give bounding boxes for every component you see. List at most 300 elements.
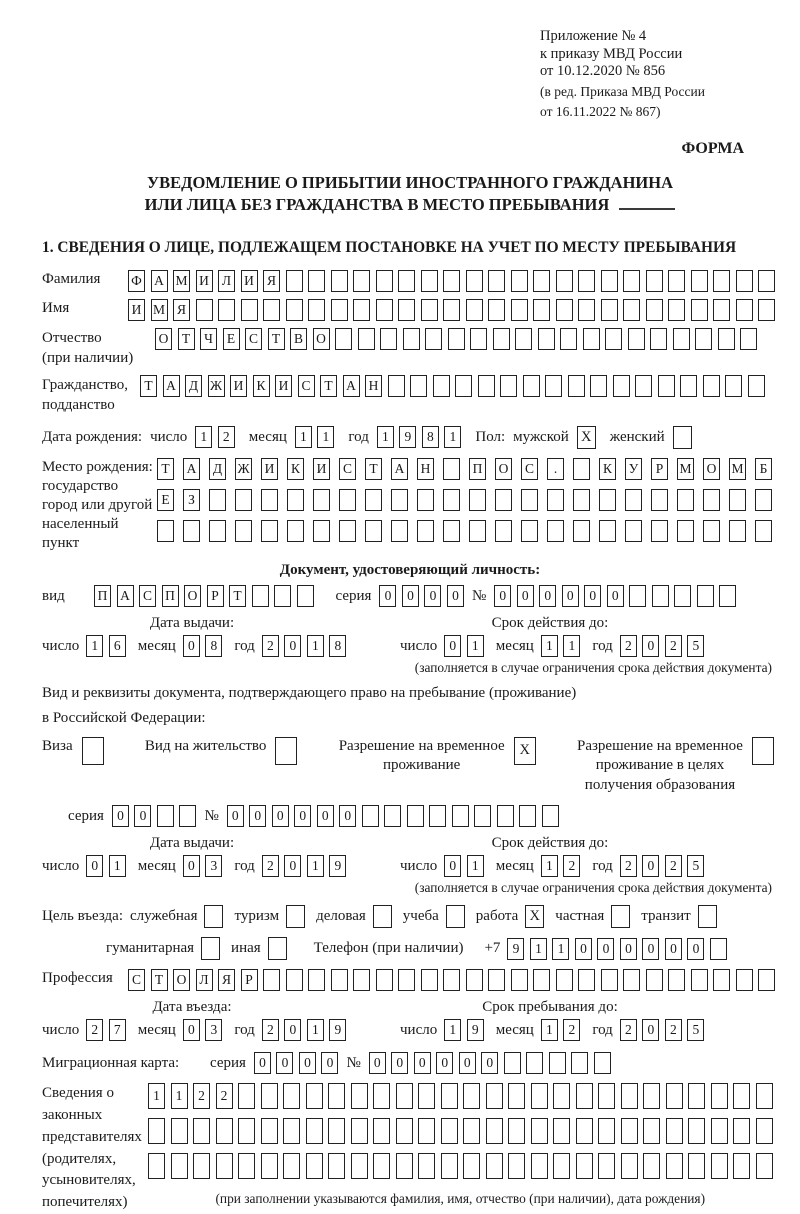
- char-box[interactable]: [500, 375, 517, 397]
- char-box[interactable]: [652, 585, 669, 607]
- char-box[interactable]: М: [173, 270, 190, 292]
- char-box[interactable]: Б: [755, 458, 772, 480]
- char-box[interactable]: М: [151, 299, 168, 321]
- char-box[interactable]: [711, 1118, 728, 1144]
- char-box[interactable]: [613, 375, 630, 397]
- char-box[interactable]: [635, 375, 652, 397]
- char-box[interactable]: 0: [272, 805, 289, 827]
- char-box[interactable]: 0: [517, 585, 534, 607]
- char-box[interactable]: [441, 1083, 458, 1109]
- char-box[interactable]: [421, 270, 438, 292]
- char-box[interactable]: [601, 299, 618, 321]
- char-box[interactable]: [306, 1153, 323, 1179]
- char-box[interactable]: С: [245, 328, 262, 350]
- char-box[interactable]: 2: [620, 1019, 637, 1041]
- char-box[interactable]: [418, 1083, 435, 1109]
- char-box[interactable]: О: [495, 458, 512, 480]
- char-box[interactable]: [668, 270, 685, 292]
- char-box[interactable]: [605, 328, 622, 350]
- char-box[interactable]: [578, 969, 595, 991]
- char-box[interactable]: [755, 520, 772, 542]
- char-box[interactable]: С: [128, 969, 145, 991]
- char-box[interactable]: О: [313, 328, 330, 350]
- char-box[interactable]: [455, 375, 472, 397]
- residence-number-boxes[interactable]: [227, 805, 559, 827]
- char-box[interactable]: П: [469, 458, 486, 480]
- char-box[interactable]: [718, 328, 735, 350]
- char-box[interactable]: [488, 270, 505, 292]
- char-box[interactable]: [556, 969, 573, 991]
- purpose-commercial-checkbox[interactable]: [373, 905, 392, 928]
- char-box[interactable]: .: [547, 458, 564, 480]
- char-box[interactable]: [688, 1153, 705, 1179]
- char-box[interactable]: [560, 328, 577, 350]
- char-box[interactable]: 2: [218, 426, 235, 448]
- char-box[interactable]: [521, 520, 538, 542]
- char-box[interactable]: [553, 1083, 570, 1109]
- char-box[interactable]: 1: [377, 426, 394, 448]
- char-box[interactable]: [573, 458, 590, 480]
- char-box[interactable]: 0: [424, 585, 441, 607]
- char-box[interactable]: 1: [171, 1083, 188, 1109]
- char-box[interactable]: [703, 375, 720, 397]
- char-box[interactable]: [756, 1118, 773, 1144]
- char-box[interactable]: [621, 1083, 638, 1109]
- char-box[interactable]: [623, 270, 640, 292]
- char-box[interactable]: [306, 1083, 323, 1109]
- char-box[interactable]: 0: [402, 585, 419, 607]
- char-box[interactable]: 1: [307, 1019, 324, 1041]
- char-box[interactable]: 2: [563, 855, 580, 877]
- char-box[interactable]: [691, 969, 708, 991]
- char-box[interactable]: [261, 1118, 278, 1144]
- char-box[interactable]: [351, 1083, 368, 1109]
- char-box[interactable]: [283, 1153, 300, 1179]
- arrival-year-boxes[interactable]: [262, 1019, 347, 1041]
- char-box[interactable]: [373, 1083, 390, 1109]
- char-box[interactable]: [407, 805, 424, 827]
- identity-issue-month-boxes[interactable]: [183, 635, 223, 657]
- char-box[interactable]: 0: [227, 805, 244, 827]
- char-box[interactable]: [758, 270, 775, 292]
- char-box[interactable]: 1: [541, 1019, 558, 1041]
- char-box[interactable]: 0: [183, 1019, 200, 1041]
- char-box[interactable]: [470, 328, 487, 350]
- char-box[interactable]: [729, 520, 746, 542]
- temp-residence-checkbox[interactable]: X: [514, 737, 536, 765]
- char-box[interactable]: [504, 1052, 521, 1074]
- char-box[interactable]: [396, 1083, 413, 1109]
- char-box[interactable]: [443, 520, 460, 542]
- char-box[interactable]: [755, 489, 772, 511]
- char-box[interactable]: [526, 1052, 543, 1074]
- char-box[interactable]: В: [290, 328, 307, 350]
- char-box[interactable]: [418, 1153, 435, 1179]
- char-box[interactable]: [396, 1118, 413, 1144]
- char-box[interactable]: [391, 489, 408, 511]
- char-box[interactable]: [601, 270, 618, 292]
- char-box[interactable]: [515, 328, 532, 350]
- char-box[interactable]: [241, 299, 258, 321]
- char-box[interactable]: 9: [329, 855, 346, 877]
- char-box[interactable]: [549, 1052, 566, 1074]
- char-box[interactable]: [263, 299, 280, 321]
- char-box[interactable]: [331, 299, 348, 321]
- char-box[interactable]: 0: [562, 585, 579, 607]
- char-box[interactable]: О: [703, 458, 720, 480]
- citizenship-boxes[interactable]: [140, 375, 765, 397]
- char-box[interactable]: [421, 299, 438, 321]
- char-box[interactable]: [711, 1083, 728, 1109]
- char-box[interactable]: 0: [447, 585, 464, 607]
- char-box[interactable]: [339, 489, 356, 511]
- char-box[interactable]: 0: [584, 585, 601, 607]
- char-box[interactable]: 1: [563, 635, 580, 657]
- char-box[interactable]: [651, 520, 668, 542]
- char-box[interactable]: [508, 1153, 525, 1179]
- char-box[interactable]: [748, 375, 765, 397]
- char-box[interactable]: С: [339, 458, 356, 480]
- identity-issue-day-boxes[interactable]: [86, 635, 126, 657]
- char-box[interactable]: Т: [320, 375, 337, 397]
- identity-series-boxes[interactable]: [379, 585, 464, 607]
- char-box[interactable]: [486, 1083, 503, 1109]
- char-box[interactable]: 2: [620, 855, 637, 877]
- char-box[interactable]: [474, 805, 491, 827]
- char-box[interactable]: [376, 299, 393, 321]
- char-box[interactable]: 0: [575, 938, 592, 960]
- char-box[interactable]: [713, 969, 730, 991]
- char-box[interactable]: [328, 1083, 345, 1109]
- char-box[interactable]: 0: [299, 1052, 316, 1074]
- purpose-work-checkbox[interactable]: X: [525, 905, 544, 928]
- char-box[interactable]: [469, 520, 486, 542]
- char-box[interactable]: 1: [307, 855, 324, 877]
- char-box[interactable]: [598, 1118, 615, 1144]
- char-box[interactable]: [421, 969, 438, 991]
- residence-expiry-day-boxes[interactable]: [444, 855, 484, 877]
- identity-number-boxes[interactable]: [494, 585, 736, 607]
- firstname-boxes[interactable]: [128, 299, 775, 321]
- char-box[interactable]: 2: [86, 1019, 103, 1041]
- char-box[interactable]: [571, 1052, 588, 1074]
- char-box[interactable]: [209, 520, 226, 542]
- char-box[interactable]: [238, 1153, 255, 1179]
- char-box[interactable]: [740, 328, 757, 350]
- char-box[interactable]: Д: [209, 458, 226, 480]
- char-box[interactable]: 0: [183, 635, 200, 657]
- char-box[interactable]: [542, 805, 559, 827]
- char-box[interactable]: [576, 1153, 593, 1179]
- birthplace-row3-boxes[interactable]: [157, 520, 772, 542]
- char-box[interactable]: С: [298, 375, 315, 397]
- char-box[interactable]: [466, 969, 483, 991]
- char-box[interactable]: 2: [665, 855, 682, 877]
- residence-series-boxes[interactable]: [112, 805, 197, 827]
- char-box[interactable]: [729, 489, 746, 511]
- char-box[interactable]: [488, 299, 505, 321]
- char-box[interactable]: И: [261, 458, 278, 480]
- char-box[interactable]: [531, 1083, 548, 1109]
- char-box[interactable]: [646, 969, 663, 991]
- char-box[interactable]: 5: [687, 855, 704, 877]
- char-box[interactable]: [179, 805, 196, 827]
- char-box[interactable]: 1: [467, 855, 484, 877]
- char-box[interactable]: 0: [620, 938, 637, 960]
- char-box[interactable]: Я: [263, 270, 280, 292]
- char-box[interactable]: К: [253, 375, 270, 397]
- char-box[interactable]: Т: [365, 458, 382, 480]
- char-box[interactable]: 0: [444, 635, 461, 657]
- char-box[interactable]: [576, 1118, 593, 1144]
- char-box[interactable]: [625, 489, 642, 511]
- char-box[interactable]: 2: [216, 1083, 233, 1109]
- char-box[interactable]: [216, 1153, 233, 1179]
- char-box[interactable]: 5: [687, 635, 704, 657]
- char-box[interactable]: 1: [444, 1019, 461, 1041]
- char-box[interactable]: 0: [607, 585, 624, 607]
- char-box[interactable]: [623, 969, 640, 991]
- char-box[interactable]: [497, 805, 514, 827]
- char-box[interactable]: [306, 1118, 323, 1144]
- char-box[interactable]: Я: [218, 969, 235, 991]
- char-box[interactable]: Т: [229, 585, 246, 607]
- char-box[interactable]: [171, 1153, 188, 1179]
- char-box[interactable]: И: [196, 270, 213, 292]
- char-box[interactable]: 8: [329, 635, 346, 657]
- stay-day-boxes[interactable]: [444, 1019, 484, 1041]
- char-box[interactable]: Ж: [235, 458, 252, 480]
- char-box[interactable]: О: [173, 969, 190, 991]
- char-box[interactable]: 0: [444, 855, 461, 877]
- char-box[interactable]: [713, 270, 730, 292]
- char-box[interactable]: 1: [86, 635, 103, 657]
- purpose-humanitarian-checkbox[interactable]: [201, 937, 220, 960]
- char-box[interactable]: Ч: [200, 328, 217, 350]
- char-box[interactable]: [545, 375, 562, 397]
- char-box[interactable]: 1: [467, 635, 484, 657]
- patronymic-boxes[interactable]: [155, 328, 757, 350]
- char-box[interactable]: [429, 805, 446, 827]
- char-box[interactable]: П: [94, 585, 111, 607]
- char-box[interactable]: Р: [241, 969, 258, 991]
- char-box[interactable]: [621, 1118, 638, 1144]
- char-box[interactable]: [331, 969, 348, 991]
- char-box[interactable]: 0: [317, 805, 334, 827]
- char-box[interactable]: И: [313, 458, 330, 480]
- char-box[interactable]: [651, 489, 668, 511]
- visa-checkbox[interactable]: [82, 737, 104, 765]
- char-box[interactable]: Р: [207, 585, 224, 607]
- char-box[interactable]: [621, 1153, 638, 1179]
- char-box[interactable]: [695, 328, 712, 350]
- purpose-other-checkbox[interactable]: [268, 937, 287, 960]
- char-box[interactable]: [758, 299, 775, 321]
- char-box[interactable]: Р: [651, 458, 668, 480]
- identity-kind-boxes[interactable]: [94, 585, 314, 607]
- char-box[interactable]: [398, 299, 415, 321]
- char-box[interactable]: А: [183, 458, 200, 480]
- char-box[interactable]: [351, 1118, 368, 1144]
- char-box[interactable]: [756, 1083, 773, 1109]
- char-box[interactable]: [680, 375, 697, 397]
- char-box[interactable]: П: [162, 585, 179, 607]
- char-box[interactable]: [573, 489, 590, 511]
- char-box[interactable]: [625, 520, 642, 542]
- profession-boxes[interactable]: [128, 969, 775, 991]
- char-box[interactable]: [677, 520, 694, 542]
- surname-boxes[interactable]: [128, 270, 775, 292]
- char-box[interactable]: [252, 585, 269, 607]
- char-box[interactable]: [443, 458, 460, 480]
- char-box[interactable]: [508, 1118, 525, 1144]
- char-box[interactable]: [523, 375, 540, 397]
- char-box[interactable]: [463, 1083, 480, 1109]
- char-box[interactable]: [488, 969, 505, 991]
- char-box[interactable]: 0: [112, 805, 129, 827]
- char-box[interactable]: [703, 520, 720, 542]
- char-box[interactable]: [703, 489, 720, 511]
- char-box[interactable]: 8: [205, 635, 222, 657]
- char-box[interactable]: [193, 1153, 210, 1179]
- char-box[interactable]: [733, 1083, 750, 1109]
- char-box[interactable]: 9: [467, 1019, 484, 1041]
- char-box[interactable]: Т: [151, 969, 168, 991]
- char-box[interactable]: [568, 375, 585, 397]
- purpose-transit-checkbox[interactable]: [698, 905, 717, 928]
- char-box[interactable]: [511, 270, 528, 292]
- char-box[interactable]: Л: [196, 969, 213, 991]
- char-box[interactable]: [261, 1153, 278, 1179]
- char-box[interactable]: [553, 1153, 570, 1179]
- migration-series-boxes[interactable]: [254, 1052, 339, 1074]
- char-box[interactable]: 0: [249, 805, 266, 827]
- char-box[interactable]: 0: [494, 585, 511, 607]
- residence-issue-day-boxes[interactable]: [86, 855, 126, 877]
- char-box[interactable]: [443, 969, 460, 991]
- sex-male-checkbox[interactable]: X: [577, 426, 596, 449]
- char-box[interactable]: [417, 520, 434, 542]
- phone-boxes[interactable]: [507, 938, 727, 960]
- char-box[interactable]: [533, 270, 550, 292]
- char-box[interactable]: [668, 969, 685, 991]
- char-box[interactable]: [353, 969, 370, 991]
- char-box[interactable]: И: [241, 270, 258, 292]
- char-box[interactable]: 0: [414, 1052, 431, 1074]
- char-box[interactable]: 0: [379, 585, 396, 607]
- char-box[interactable]: [287, 520, 304, 542]
- char-box[interactable]: [433, 375, 450, 397]
- char-box[interactable]: [398, 270, 415, 292]
- char-box[interactable]: [578, 270, 595, 292]
- char-box[interactable]: 2: [563, 1019, 580, 1041]
- char-box[interactable]: [623, 299, 640, 321]
- char-box[interactable]: [452, 805, 469, 827]
- char-box[interactable]: С: [139, 585, 156, 607]
- birth-month-boxes[interactable]: [295, 426, 335, 448]
- char-box[interactable]: [650, 328, 667, 350]
- char-box[interactable]: [547, 489, 564, 511]
- char-box[interactable]: [410, 375, 427, 397]
- char-box[interactable]: 0: [284, 635, 301, 657]
- char-box[interactable]: [209, 489, 226, 511]
- char-box[interactable]: 0: [642, 855, 659, 877]
- arrival-month-boxes[interactable]: [183, 1019, 223, 1041]
- purpose-tourism-checkbox[interactable]: [286, 905, 305, 928]
- char-box[interactable]: 1: [541, 855, 558, 877]
- char-box[interactable]: 1: [307, 635, 324, 657]
- char-box[interactable]: [511, 969, 528, 991]
- char-box[interactable]: А: [163, 375, 180, 397]
- char-box[interactable]: 2: [620, 635, 637, 657]
- representatives-row2-boxes[interactable]: [148, 1118, 773, 1144]
- birth-day-boxes[interactable]: [195, 426, 235, 448]
- char-box[interactable]: [598, 1153, 615, 1179]
- char-box[interactable]: [171, 1118, 188, 1144]
- char-box[interactable]: [756, 1153, 773, 1179]
- char-box[interactable]: [335, 328, 352, 350]
- char-box[interactable]: [583, 328, 600, 350]
- char-box[interactable]: И: [128, 299, 145, 321]
- temp-residence-edu-checkbox[interactable]: [752, 737, 774, 765]
- identity-expiry-year-boxes[interactable]: [620, 635, 705, 657]
- char-box[interactable]: [463, 1118, 480, 1144]
- char-box[interactable]: [531, 1118, 548, 1144]
- char-box[interactable]: [362, 805, 379, 827]
- char-box[interactable]: [193, 1118, 210, 1144]
- char-box[interactable]: 8: [422, 426, 439, 448]
- birthplace-row2-boxes[interactable]: [157, 489, 772, 511]
- char-box[interactable]: [594, 1052, 611, 1074]
- char-box[interactable]: [441, 1118, 458, 1144]
- migration-number-boxes[interactable]: [369, 1052, 611, 1074]
- char-box[interactable]: 1: [295, 426, 312, 448]
- char-box[interactable]: [263, 969, 280, 991]
- char-box[interactable]: [629, 585, 646, 607]
- char-box[interactable]: [287, 489, 304, 511]
- char-box[interactable]: 0: [86, 855, 103, 877]
- char-box[interactable]: С: [521, 458, 538, 480]
- char-box[interactable]: [373, 1153, 390, 1179]
- char-box[interactable]: [365, 489, 382, 511]
- char-box[interactable]: [601, 969, 618, 991]
- char-box[interactable]: [578, 299, 595, 321]
- char-box[interactable]: [573, 520, 590, 542]
- char-box[interactable]: [398, 969, 415, 991]
- residence-expiry-year-boxes[interactable]: [620, 855, 705, 877]
- char-box[interactable]: Е: [157, 489, 174, 511]
- char-box[interactable]: 0: [276, 1052, 293, 1074]
- char-box[interactable]: 2: [193, 1083, 210, 1109]
- char-box[interactable]: 1: [530, 938, 547, 960]
- char-box[interactable]: [658, 375, 675, 397]
- char-box[interactable]: У: [625, 458, 642, 480]
- char-box[interactable]: [553, 1118, 570, 1144]
- char-box[interactable]: А: [151, 270, 168, 292]
- char-box[interactable]: Т: [178, 328, 195, 350]
- char-box[interactable]: [384, 805, 401, 827]
- char-box[interactable]: 0: [665, 938, 682, 960]
- char-box[interactable]: [308, 270, 325, 292]
- char-box[interactable]: [508, 1083, 525, 1109]
- char-box[interactable]: [403, 328, 420, 350]
- char-box[interactable]: О: [155, 328, 172, 350]
- residence-issue-month-boxes[interactable]: [183, 855, 223, 877]
- char-box[interactable]: 3: [205, 1019, 222, 1041]
- char-box[interactable]: 2: [262, 855, 279, 877]
- char-box[interactable]: [725, 375, 742, 397]
- char-box[interactable]: [308, 299, 325, 321]
